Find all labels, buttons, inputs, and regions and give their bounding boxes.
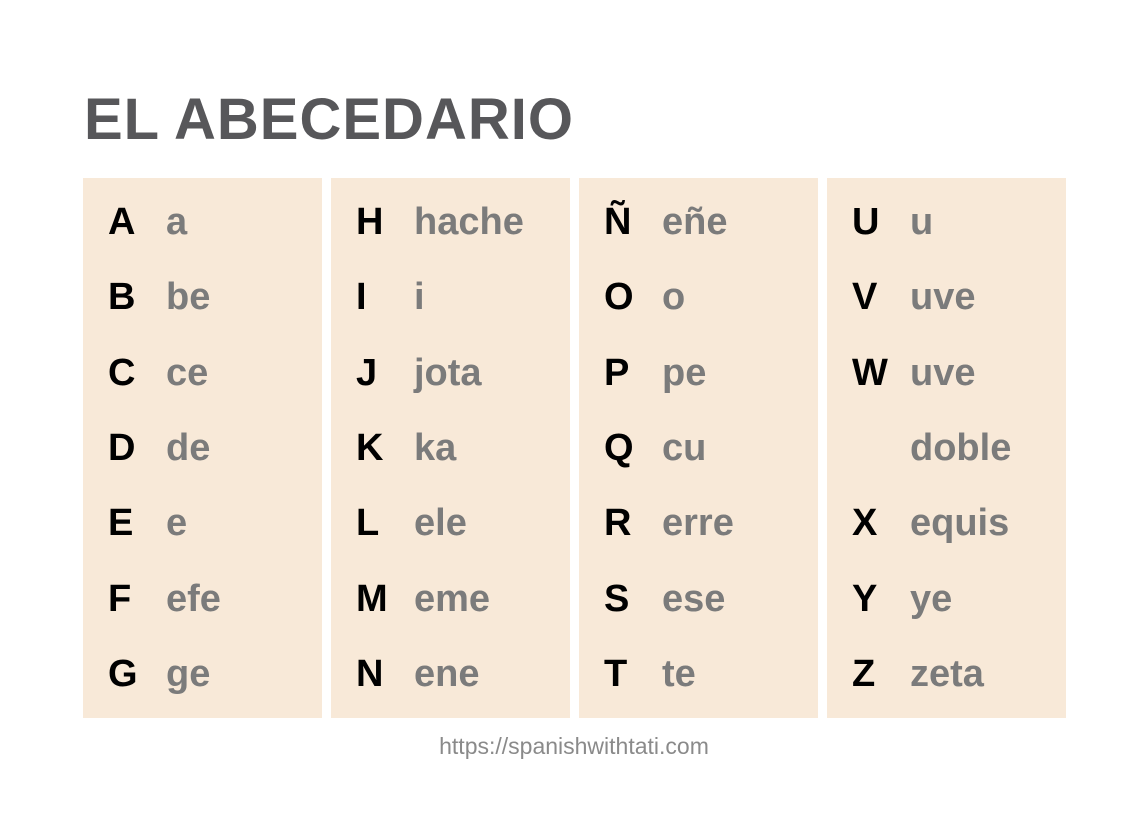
letter-name: te (662, 653, 696, 696)
letter-name: pe (662, 351, 707, 394)
letter-uppercase: V (852, 276, 878, 319)
letter-uppercase: W (852, 351, 888, 394)
alphabet-row (331, 410, 570, 485)
alphabet-row (83, 561, 322, 636)
alphabet-row (579, 486, 818, 561)
letter-uppercase: P (604, 351, 630, 394)
alphabet-row (579, 335, 818, 410)
alphabet-row (83, 335, 322, 410)
letter-uppercase: X (852, 502, 878, 545)
letter-name: ele (414, 502, 467, 545)
letter-uppercase: U (852, 200, 880, 243)
letter-uppercase: F (108, 577, 132, 620)
letter-name: hache (414, 200, 524, 243)
page-title: EL ABECEDARIO (84, 87, 574, 152)
letter-uppercase: K (356, 426, 384, 469)
alphabet-row (83, 410, 322, 485)
alphabet-row (827, 637, 1066, 712)
alphabet-row (331, 486, 570, 561)
alphabet-column-4 (827, 178, 1066, 718)
letter-uppercase: L (356, 502, 380, 545)
letter-name: de (166, 426, 211, 469)
letter-uppercase: C (108, 351, 136, 394)
letter-uppercase: S (604, 577, 630, 620)
alphabet-row (579, 259, 818, 334)
alphabet-row (83, 259, 322, 334)
letter-name: eñe (662, 200, 728, 243)
letter-name: ce (166, 351, 209, 394)
letter-uppercase: J (356, 351, 378, 394)
letter-name: eme (414, 577, 491, 620)
alphabet-row (827, 561, 1066, 636)
alphabet-row (331, 184, 570, 259)
alphabet-row (579, 410, 818, 485)
alphabet-row (827, 486, 1066, 561)
alphabet-row (83, 486, 322, 561)
alphabet-row (827, 335, 1066, 410)
alphabet-row (331, 637, 570, 712)
alphabet-row (827, 184, 1066, 259)
alphabet-column-3 (579, 178, 818, 718)
alphabet-row (331, 335, 570, 410)
letter-name: uve (910, 351, 976, 394)
letter-uppercase: N (356, 653, 384, 696)
letter-uppercase: A (108, 200, 136, 243)
letter-uppercase: O (604, 276, 634, 319)
letter-name: doble (910, 426, 1012, 469)
alphabet-column-2 (331, 178, 570, 718)
letter-name: zeta (910, 653, 984, 696)
letter-uppercase: I (356, 276, 367, 319)
letter-name: ye (910, 577, 953, 620)
alphabet-row (579, 637, 818, 712)
letter-name: e (166, 502, 188, 545)
alphabet-row (827, 410, 1066, 485)
letter-name: cu (662, 426, 707, 469)
letter-uppercase: T (604, 653, 628, 696)
letter-name: efe (166, 577, 221, 620)
letter-name: a (166, 200, 188, 243)
letter-name: ka (414, 426, 457, 469)
letter-uppercase: Ñ (604, 200, 632, 243)
letter-name: u (910, 200, 934, 243)
alphabet-grid (83, 178, 1066, 718)
letter-uppercase: E (108, 502, 134, 545)
letter-name: equis (910, 502, 1010, 545)
alphabet-row (579, 561, 818, 636)
letter-uppercase: Y (852, 577, 878, 620)
letter-name: i (414, 276, 425, 319)
letter-name: o (662, 276, 686, 319)
alphabet-column-1 (83, 178, 322, 718)
alphabet-row (331, 561, 570, 636)
alphabet-row (331, 259, 570, 334)
letter-name: jota (414, 351, 482, 394)
letter-name: ene (414, 653, 480, 696)
letter-uppercase: R (604, 502, 632, 545)
letter-uppercase: Z (852, 653, 876, 696)
letter-name: ge (166, 653, 211, 696)
letter-uppercase: Q (604, 426, 634, 469)
letter-name: ese (662, 577, 726, 620)
letter-name: erre (662, 502, 734, 545)
letter-name: be (166, 276, 211, 319)
letter-name: uve (910, 276, 976, 319)
footer-url: https://spanishwithtati.com (439, 733, 709, 759)
alphabet-row (83, 184, 322, 259)
alphabet-row (83, 637, 322, 712)
letter-uppercase: H (356, 200, 384, 243)
letter-uppercase: M (356, 577, 388, 620)
letter-uppercase: B (108, 276, 136, 319)
alphabet-row (579, 184, 818, 259)
letter-uppercase: G (108, 653, 138, 696)
letter-uppercase: D (108, 426, 136, 469)
alphabet-row (827, 259, 1066, 334)
